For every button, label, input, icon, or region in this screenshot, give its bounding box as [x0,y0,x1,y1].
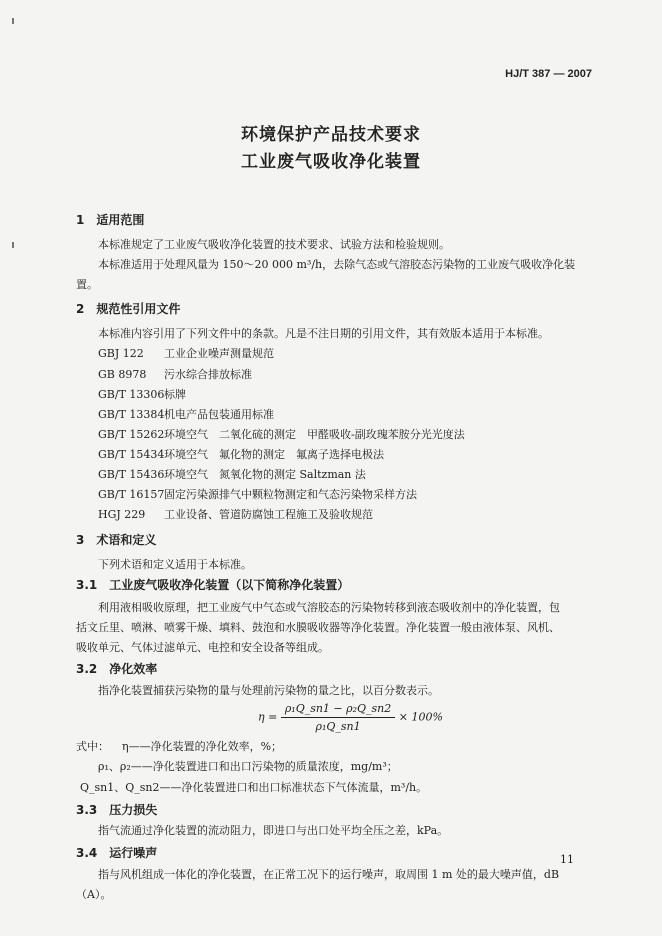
reference-title: 工业企业噪声测量规范 [164,347,274,360]
reference-item [98,345,274,361]
reference-title: 污水综合排放标准 [164,368,252,381]
section-1-para-2-line-1: 本标准适用于处理风量为 150～20 000 m³/h，去除气态或气溶胶态污染物的工业废气吸收净化装 [98,258,576,271]
formula-denominator: ρ₁Q_sn1 [315,720,361,733]
scan-speck [12,242,14,248]
reference-title: 机电产品包装通用标准 [164,408,274,421]
reference-code: GB/T 15262 [98,428,165,441]
formula-fraction [281,702,395,733]
term-3-4-line-1: 指与风机组成一体化的净化装置，在正常工况下的运行噪声，取周围 1 m 处的最大噪声值，dB [98,868,560,881]
reference-title: 标牌 [164,388,186,401]
efficiency-formula [258,702,443,733]
standard-code: HJ/T 387 — 2007 [505,68,592,80]
reference-code: GB/T 16157 [98,488,165,501]
term-3-1-line-2: 括文丘里、喷淋、喷雾干燥、填料、鼓泡和水膜吸收器等净化装置。净化装置一般由液体泵、风机、 [76,621,560,634]
reference-code: GBJ 122 [98,347,144,360]
section-2-heading: 2 规范性引用文件 [76,302,181,316]
section-1-para-1: 本标准规定了工业废气吸收净化装置的技术要求、试验方法和检验规则。 [98,238,450,251]
reference-item [98,406,274,422]
section-2-intro: 本标准内容引用了下列文件中的条款。凡是不注日期的引用文件，其有效版本适用于本标准。 [98,327,549,340]
reference-item [98,426,465,442]
where-line-3: Q_sn1、Q_sn2——净化装置进口和出口标准状态下气体流量，m³/h。 [80,781,428,794]
section-1-para-2-line-2: 置。 [76,278,98,291]
title-line-1: 环境保护产品技术要求 [241,125,421,145]
formula-lhs: η = [258,710,278,724]
where-line-1: η——净化装置的净化效率，%； [122,740,283,753]
term-3-2-line-1: 指净化装置捕获污染物的量与处理前污染物的量之比，以百分数表示。 [98,684,439,697]
reference-code: GB 8978 [98,368,147,381]
reference-item [98,386,186,402]
reference-code: GB/T 15436 [98,468,165,481]
term-3-1-heading: 3.1 工业废气吸收净化装置（以下简称净化装置） [76,578,350,592]
formula-numerator: ρ₁Q_sn1 − ρ₂Q_sn2 [281,702,395,718]
where-line-2: ρ₁、ρ₂——净化装置进口和出口污染物的质量浓度，mg/m³； [98,760,398,773]
reference-item [98,446,384,462]
reference-title: 环境空气 氮氧化物的测定 Saltzman 法 [164,468,366,481]
reference-title: 工业设备、管道防腐蚀工程施工及验收规范 [164,508,373,521]
term-3-2-heading: 3.2 净化效率 [76,662,158,676]
term-3-1-line-1: 利用液相吸收原理，把工业废气中气态或气溶胶态的污染物转移到液态吸收剂中的净化装置，包 [98,601,560,614]
reference-title: 环境空气 二氧化硫的测定 甲醛吸收-副玫瑰苯胺分光光度法 [164,428,465,441]
where-label: 式中： [76,740,109,753]
section-3-heading: 3 术语和定义 [76,533,157,547]
reference-title: 固定污染源排气中颗粒物测定和气态污染物采样方法 [164,488,417,501]
term-3-4-heading: 3.4 运行噪声 [76,846,158,860]
scan-speck [12,18,14,24]
section-1-heading: 1 适用范围 [76,213,145,227]
page-number: 11 [560,853,574,866]
term-3-3-line-1: 指气流通过净化装置的流动阻力，即进口与出口处平均全压之差，kPa。 [98,824,449,837]
term-3-1-line-3: 吸收单元、气体过滤单元、电控和安全设备等组成。 [76,641,329,654]
reference-code: HGJ 229 [98,508,146,521]
term-3-3-heading: 3.3 压力损失 [76,803,158,817]
reference-item [98,466,366,482]
section-3-intro: 下列术语和定义适用于本标准。 [98,558,252,571]
reference-item [98,486,417,502]
reference-code: GB/T 15434 [98,448,165,461]
reference-title: 环境空气 氟化物的测定 氟离子选择电极法 [164,448,384,461]
term-3-4-line-2: （A）。 [76,888,112,901]
reference-code: GB/T 13306 [98,388,165,401]
formula-rhs: × 100% [398,710,443,724]
title-line-2: 工业废气吸收净化装置 [241,152,421,172]
reference-code: GB/T 13384 [98,408,165,421]
reference-item [98,506,373,522]
reference-item [98,366,252,382]
